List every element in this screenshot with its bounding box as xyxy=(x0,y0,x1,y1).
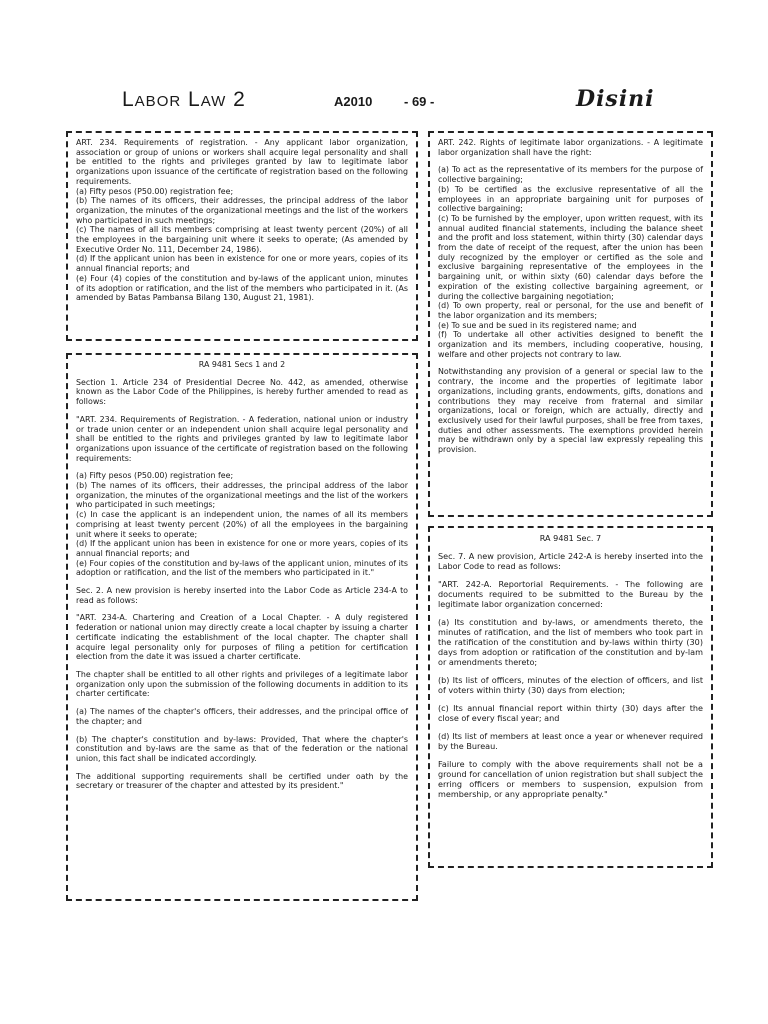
page-number: - 69 - xyxy=(404,94,435,109)
art-234-item-b: (b) The names of its officers, their addresses, the principal address of the labor organization, the minutes of the organizational meetings and the list of the workers who participated in such meetings; xyxy=(76,196,408,225)
chapter-doc-a: (a) The names of the chapter's officers, their addresses, and the principal office of the chapter; and xyxy=(76,707,408,726)
art-242-a-text: "ART. 242-A. Reportorial Requirements. - The following are documents required to be submitted to the Bureau by the legitimate labor organization concerned: xyxy=(438,579,703,609)
list-item: (c) To be furnished by the employer, upon written request, with its annual audited financial statements, including the balance sheet and the profit and loss statement, within thirty (30) calendar days from the date of receipt of the request, after the union has been duly recognized by the employer or certified as the sole and exclusive bargaining representative of the employees in the bargaining unit, or within sixty (60) calendar days before the expiration of the existing collective bargaining agreement, or during the collective bargaining negotiation; xyxy=(438,213,703,301)
art-234-a-text: "ART. 234-A. Chartering and Creation of a Local Chapter. - A duly registered federation or national union may directly create a local chapter by issuing a charter certificate indicating the establishment of the local chapter. The chapter shall acquire legal personality only for purposes of filing a petition for certification election from the date it was issued a charter certificate. xyxy=(76,613,408,662)
art-242-intro: ART. 242. Rights of legitimate labor organizations. - A legitimate labor organization shall have the right: xyxy=(438,138,703,157)
art-234-box xyxy=(66,131,418,341)
box-title: RA 9481 Sec. 7 xyxy=(539,533,602,543)
art-234-item-c: (c) The names of all its members comprising at least twenty percent (20%) of all the employees in the bargaining unit where it seeks to operate; (As amended by Executive Order No. 111, December 24, 1986). xyxy=(76,225,408,254)
art-234-item-a: (a) Fifty pesos (P50.00) registration fee; xyxy=(76,186,234,196)
author-name: Disini xyxy=(576,86,655,112)
section-1-intro: Section 1. Article 234 of Presidential Decree No. 442, as amended, otherwise known as the Labor Code of the Philippines, is hereby further amended to read as follows: xyxy=(76,377,408,407)
list-item: (c) In case the applicant is an independent union, the names of all its members comprising at least twenty percent (20%) of all the employees in the bargaining unit where it seeks to operate; xyxy=(76,510,408,539)
list-item: (e) Four copies of the constitution and by-laws of the applicant union, minutes of its adoption or ratification, and the list of the members who participated in it." xyxy=(76,558,408,578)
list-item: (e) To sue and be sued in its registered name; and xyxy=(438,320,637,330)
chapter-doc-b: (b) The chapter's constitution and by-laws: Provided, That where the chapter's constitution and by-laws are the same as that of the federation or the national union, this fact shall be indicated accordingly. xyxy=(76,734,408,763)
list-item: (b) Its list of officers, minutes of the election of officers, and list of voters within thirty (30) days from election; xyxy=(438,675,703,695)
section-2-intro: Sec. 2. A new provision is hereby inserted into the Labor Code as Article 234-A to read as follows: xyxy=(76,586,408,605)
list-item: (b) To be certified as the exclusive representative of all the employees in an appropriate bargaining unit for purposes of collective bargaining; xyxy=(438,184,703,214)
list-item: (d) Its list of members at least once a year or whenever required by the Bureau. xyxy=(438,731,703,751)
art-234-text: ART. 234. Requirements of registration. - Any applicant labor organization, association or group of unions or workers shall acquire legal personality and shall be entitled to the rights and privileges granted by law to legitimate labor organizations upon issuance of the certificate of registration based on the following requirements. xyxy=(76,138,408,186)
list-item: (a) Its constitution and by-laws, or amendments thereto, the minutes of ratification, and the list of members who took part in the ratification of the constitution and by-laws within thirty (30) days from adoption or ratification of the constitution and by-lam or amendments thereto; xyxy=(438,617,703,667)
list-item: (a) Fifty pesos (P50.00) registration fee; xyxy=(76,471,234,481)
art-234-amended-text: "ART. 234. Requirements of Registration. - A federation, national union or industry or trade union center or an independent union shall acquire legal personality and shall be entitled to the rights and privileges granted by law to legitimate labor organizations upon issuance of the certificate of registration based on the following requirements: xyxy=(76,414,408,463)
list-item: (f) To undertake all other activities designed to benefit the organization and its members, including cooperative, housing, welfare and other projects not contrary to law. xyxy=(438,330,703,359)
box-title: RA 9481 Secs 1 and 2 xyxy=(198,360,286,369)
closing-text: The additional supporting requirements shall be certified under oath by the secretary or treasurer of the chapter and attested by its president." xyxy=(76,771,408,791)
art-242-closing: Notwithstanding any provision of a general or special law to the contrary, the income and the properties of legitimate labor organizations, including grants, endowments, gifts, donations and contributions they may receive from fraternal and similar organizations, local or foreign, which are actually, directly and exclusively used for their lawful purposes, shall be free from taxes, duties and other assessments. The exemptions provided herein may be withdrawn only by a special law expressly repealing this provision. xyxy=(438,367,703,455)
list-item: (a) To act as the representative of its members for the purpose of collective bargaining; xyxy=(438,165,703,185)
section-7-intro: Sec. 7. A new provision, Article 242-A is hereby inserted into the Labor Code to read as follows: xyxy=(438,551,703,571)
art-242-box xyxy=(428,131,713,517)
list-item: (d) If the applicant union has been in existence for one or more years, copies of its annual financial reports; and xyxy=(76,539,408,558)
course-code: A2010 xyxy=(334,94,373,109)
art-234-item-e: (e) Four (4) copies of the constitution and by-laws of the applicant union, minutes of its adoption or ratification, and the list of the members who participated in it. (As amended by Batas Pambansa Bilang 130, August 21, 1981). xyxy=(76,273,408,303)
art-234-item-d: (d) If the applicant union has been in existence for one or more years, copies of its annual financial reports; and xyxy=(76,254,408,274)
chapter-rights-text: The chapter shall be entitled to all other rights and privileges of a legitimate labor organization only upon the submission of the following documents in addition to its charter certificate: xyxy=(76,669,408,699)
list-item: (d) To own property, real or personal, for the use and benefit of the labor organization and its members; xyxy=(438,301,703,320)
page-header xyxy=(0,86,768,116)
list-item: (b) The names of its officers, their addresses, the principal address of the labor organization, the minutes of the organizational meetings and the list of the workers who participated in such meetings; xyxy=(76,481,408,510)
list-item: (c) Its annual financial report within thirty (30) days after the close of every fiscal year; and xyxy=(438,703,703,723)
course-title: Labor Law 2 xyxy=(122,88,246,111)
ra-9481-secs-1-2-box xyxy=(66,353,418,901)
ra-9481-sec-7-box xyxy=(428,526,713,868)
closing-text: Failure to comply with the above requirements shall not be a ground for cancellation of union registration but shall subject the erring officers or members to suspension, expulsion from membership, or any appropriate penalty." xyxy=(438,759,703,799)
